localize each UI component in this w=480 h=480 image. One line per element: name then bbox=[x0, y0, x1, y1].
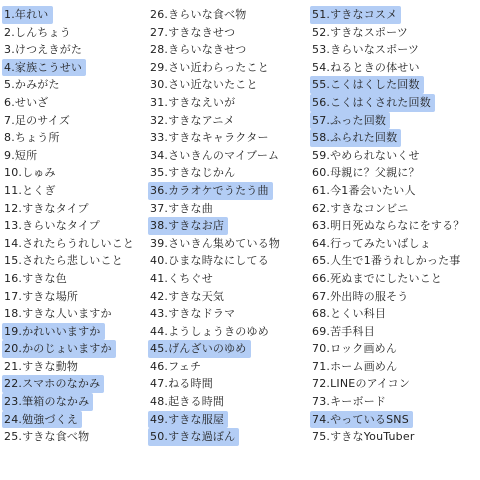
question-item bbox=[4, 182, 164, 200]
question-text: 20.かのじょいますか bbox=[2, 340, 116, 358]
question-text: 28.きらいなきせつ bbox=[150, 43, 247, 57]
question-text: 50.すきな過ぼん bbox=[148, 428, 239, 446]
question-text: 1.年れい bbox=[2, 6, 53, 24]
question-text: 60.母親に？父親に？ bbox=[312, 166, 420, 180]
question-item bbox=[312, 428, 472, 446]
question-text: 34.さいきんのマイブーム bbox=[150, 148, 280, 162]
question-text: 65.人生で1番うれしかった事 bbox=[312, 254, 461, 268]
question-item bbox=[4, 235, 164, 253]
question-text: 58.ふられた回数 bbox=[310, 129, 401, 147]
question-item bbox=[150, 112, 310, 130]
question-text: 9.短所 bbox=[4, 148, 38, 162]
question-item bbox=[4, 375, 164, 393]
question-item bbox=[150, 305, 310, 323]
question-text: 41.くちぐせ bbox=[150, 271, 213, 285]
question-item bbox=[150, 147, 310, 165]
question-item bbox=[312, 393, 472, 411]
question-text: 5.かみがた bbox=[4, 78, 60, 92]
question-text: 7.足のサイズ bbox=[4, 113, 71, 127]
question-text: 61.今1番会いたい人 bbox=[312, 183, 416, 197]
question-text: 21.すきな動物 bbox=[4, 359, 79, 373]
question-text: 23.筆箱のなかみ bbox=[2, 393, 93, 411]
question-text: 16.すきな色 bbox=[4, 271, 67, 285]
question-item bbox=[150, 375, 310, 393]
question-text: 8.ちょう所 bbox=[4, 131, 60, 145]
question-text: 26.きらいな食べ物 bbox=[150, 8, 247, 21]
question-item bbox=[150, 41, 310, 59]
question-item bbox=[312, 288, 472, 306]
question-item bbox=[4, 6, 164, 24]
question-item bbox=[150, 24, 310, 42]
question-item bbox=[4, 411, 164, 429]
question-text: 69.苦手科目 bbox=[312, 324, 375, 338]
question-item bbox=[150, 411, 310, 429]
question-text: 35.すきなじかん bbox=[150, 166, 236, 180]
question-text: 59.やめられないくせ bbox=[312, 148, 420, 162]
question-item bbox=[312, 217, 472, 235]
question-item bbox=[4, 323, 164, 341]
question-text: 62.すきなコンビニ bbox=[312, 201, 409, 215]
question-item bbox=[312, 200, 472, 218]
question-item bbox=[4, 340, 164, 358]
question-text: 73.キーボード bbox=[312, 395, 387, 409]
question-text: 38.すきなお店 bbox=[148, 217, 228, 235]
question-text: 10.しゅみ bbox=[4, 166, 56, 180]
question-text: 68.とくい科目 bbox=[312, 307, 387, 321]
question-item bbox=[4, 393, 164, 411]
question-item bbox=[150, 288, 310, 306]
question-text: 3.けつえきがた bbox=[4, 43, 83, 57]
question-item bbox=[312, 112, 472, 130]
question-text: 48.起きる時間 bbox=[150, 395, 225, 409]
question-text: 43.すきなドラマ bbox=[150, 307, 236, 321]
question-item bbox=[150, 6, 310, 24]
question-text: 46.フェチ bbox=[150, 359, 202, 373]
question-text: 56.こくはくされた回数 bbox=[310, 94, 435, 112]
question-text: 57.ふった回数 bbox=[310, 112, 390, 130]
question-text: 29.さい近わらったこと bbox=[150, 60, 269, 74]
question-item bbox=[4, 252, 164, 270]
question-item bbox=[312, 270, 472, 288]
question-item bbox=[4, 129, 164, 147]
question-item bbox=[4, 288, 164, 306]
question-text: 44.ようしょうきのゆめ bbox=[150, 324, 269, 338]
question-text: 71.ホーム画めん bbox=[312, 359, 398, 373]
question-item bbox=[4, 59, 164, 77]
question-text: 15.されたら悲しいこと bbox=[4, 254, 123, 268]
question-item bbox=[312, 59, 472, 77]
question-item bbox=[312, 252, 472, 270]
question-item bbox=[4, 24, 164, 42]
question-text: 51.すきなコスメ bbox=[310, 6, 401, 24]
question-item bbox=[312, 94, 472, 112]
question-item bbox=[150, 323, 310, 341]
question-item bbox=[150, 129, 310, 147]
question-text: 53.きらいなスポーツ bbox=[312, 43, 420, 57]
question-item bbox=[150, 358, 310, 376]
question-item bbox=[150, 164, 310, 182]
question-item bbox=[4, 112, 164, 130]
question-text: 19.かれいいますか bbox=[2, 323, 105, 341]
question-text: 75.すきなYouTuber bbox=[312, 430, 415, 444]
question-item bbox=[150, 270, 310, 288]
question-item bbox=[312, 147, 472, 165]
question-item bbox=[312, 340, 472, 358]
question-text: 6.せいざ bbox=[4, 95, 49, 109]
question-text: 40.ひまな時なにしてる bbox=[150, 254, 269, 268]
question-column-2 bbox=[150, 6, 310, 446]
question-text: 27.すきなきせつ bbox=[150, 25, 236, 39]
question-item bbox=[312, 358, 472, 376]
question-item bbox=[312, 24, 472, 42]
question-item bbox=[312, 323, 472, 341]
question-text: 67.外出時の服そう bbox=[312, 289, 409, 303]
question-text: 2.しんちょう bbox=[4, 25, 71, 39]
question-item bbox=[150, 235, 310, 253]
question-item bbox=[312, 305, 472, 323]
question-item bbox=[312, 235, 472, 253]
question-text: 36.カラオケでうたう曲 bbox=[148, 182, 273, 200]
question-item bbox=[4, 270, 164, 288]
question-item bbox=[4, 217, 164, 235]
question-item bbox=[150, 428, 310, 446]
question-text: 22.スマホのなかみ bbox=[2, 375, 104, 393]
question-text: 54.ねるときの体せい bbox=[312, 60, 420, 74]
question-text: 31.すきなえいが bbox=[150, 95, 236, 109]
question-item bbox=[4, 147, 164, 165]
question-item bbox=[4, 94, 164, 112]
question-item bbox=[150, 76, 310, 94]
question-text: 17.すきな場所 bbox=[4, 289, 79, 303]
question-item bbox=[312, 6, 472, 24]
question-item bbox=[312, 411, 472, 429]
question-text: 30.さい近ないたこと bbox=[150, 78, 258, 92]
question-item bbox=[150, 217, 310, 235]
question-item bbox=[312, 129, 472, 147]
question-text: 12.すきなタイプ bbox=[4, 201, 89, 215]
question-text: 39.さいきん集めている物 bbox=[150, 236, 281, 250]
question-text: 66.死ぬまでにしたいこと bbox=[312, 271, 443, 285]
question-text: 70.ロック画めん bbox=[312, 342, 398, 356]
question-item bbox=[4, 305, 164, 323]
question-text: 63.明日死ぬならなにをする？ bbox=[312, 219, 465, 233]
question-text: 47.ねる時間 bbox=[150, 377, 213, 391]
question-item bbox=[150, 340, 310, 358]
question-text: 32.すきなアニメ bbox=[150, 113, 235, 127]
question-item bbox=[150, 94, 310, 112]
question-text: 37.すきな曲 bbox=[150, 201, 213, 215]
question-text: 13.きらいなタイプ bbox=[4, 219, 100, 233]
question-item bbox=[4, 428, 164, 446]
question-text: 42.すきな天気 bbox=[150, 289, 225, 303]
question-item bbox=[4, 200, 164, 218]
question-item bbox=[312, 182, 472, 200]
question-item bbox=[4, 76, 164, 94]
question-column-3 bbox=[312, 6, 472, 446]
question-text: 45.げんざいのゆめ bbox=[148, 340, 251, 358]
question-item bbox=[150, 200, 310, 218]
question-text: 55.こくはくした回数 bbox=[310, 76, 424, 94]
question-item bbox=[150, 59, 310, 77]
question-text: 11.とくぎ bbox=[4, 183, 56, 197]
question-item bbox=[150, 252, 310, 270]
question-item bbox=[150, 182, 310, 200]
question-item bbox=[312, 164, 472, 182]
question-item bbox=[312, 76, 472, 94]
question-text: 72.LINEのアイコン bbox=[312, 377, 411, 391]
question-text: 33.すきなキャラクター bbox=[150, 131, 269, 145]
question-item bbox=[4, 164, 164, 182]
question-item bbox=[150, 393, 310, 411]
question-item bbox=[4, 41, 164, 59]
question-text: 18.すきな人いますか bbox=[4, 307, 112, 321]
question-column-1 bbox=[4, 6, 164, 446]
question-text: 74.やっているSNS bbox=[310, 411, 413, 429]
question-text: 64.行ってみたいばしょ bbox=[312, 236, 431, 250]
question-item bbox=[312, 41, 472, 59]
question-text: 14.されたらうれしいこと bbox=[4, 236, 135, 250]
question-text: 25.すきな食べ物 bbox=[4, 430, 90, 444]
question-item bbox=[312, 375, 472, 393]
question-text: 24.勉強づくえ bbox=[2, 411, 82, 429]
question-item bbox=[4, 358, 164, 376]
question-text: 49.すきな服屋 bbox=[148, 411, 228, 429]
question-text: 4.家族こうせい bbox=[2, 59, 86, 77]
question-text: 52.すきなスポーツ bbox=[312, 25, 409, 39]
